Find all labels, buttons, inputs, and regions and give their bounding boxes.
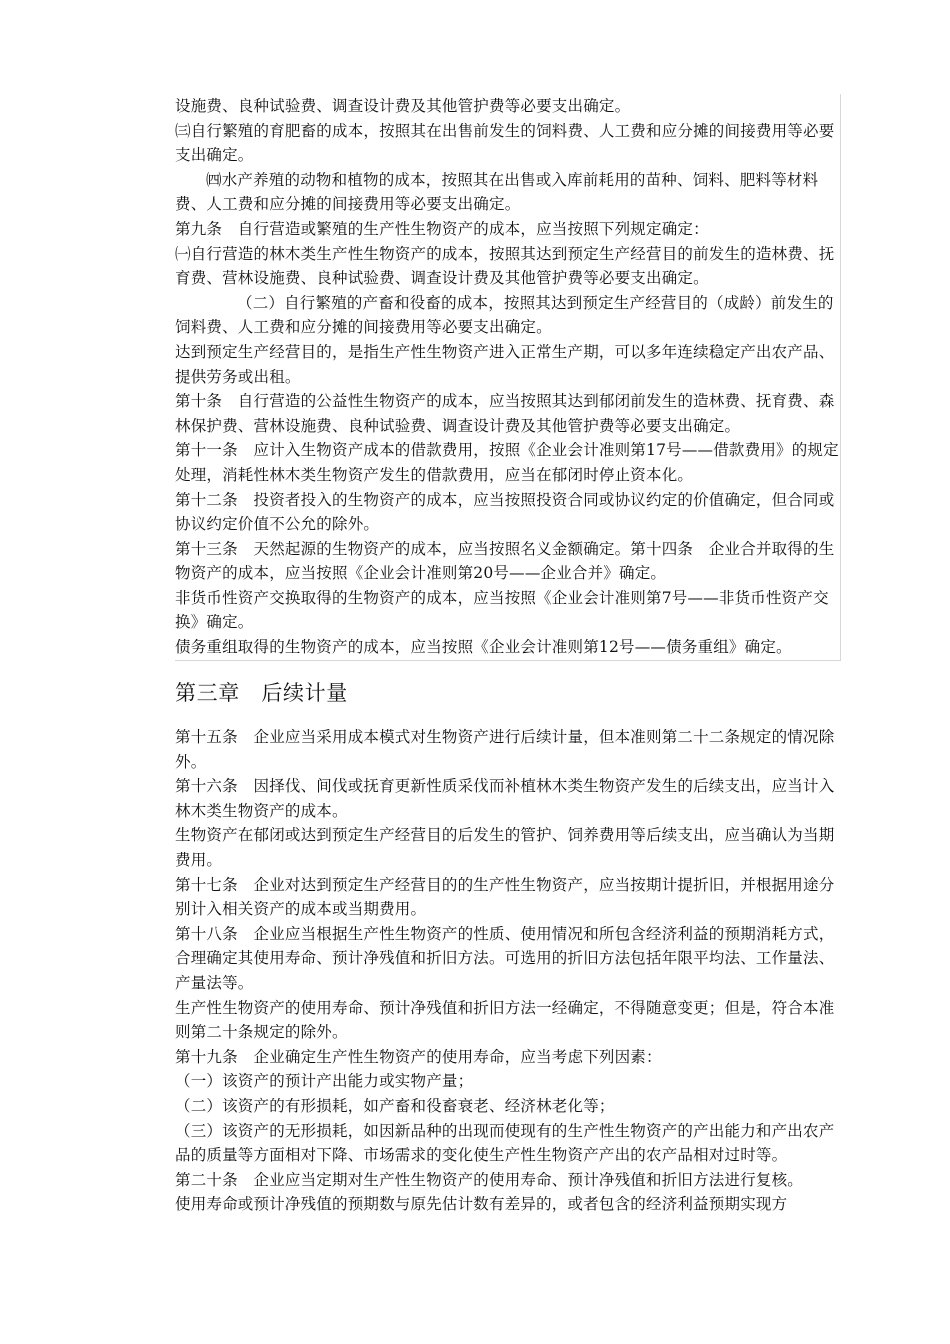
article-18: 第十八条 企业应当根据生产性生物资产的性质、使用情况和所包含经济利益的预期消耗方式，合理确定其使用寿命、预计净残值和折旧方法。可选用的折旧方法包括年限平均法、工作量法、产量法等。 [175,924,835,992]
paragraph: 使用寿命或预计净残值的预期数与原先估计数有差异的，或者包含的经济利益预期实现方 [175,1195,788,1214]
paragraph: ㈢自行繁殖的育肥畜的成本，按照其在出售前发生的饲料费、人工费和应分摊的间接费用等必要支出确定。 [175,121,835,165]
paragraph: 设施费、良种试验费、调查设计费及其他管护费等必要支出确定。 [175,97,631,115]
section-initial-measurement [175,94,841,661]
paragraph: ㈠自行营造的林木类生产性生物资产的成本，按照其达到预定生产经营目的前发生的造林费、抚育费、营林设施费、良种试验费、调查设计费及其他管护费等必要支出确定。 [175,244,835,288]
paragraph: 达到预定生产经营目的，是指生产性生物资产进入正常生产期，可以多年连续稳定产出农产品、提供劳务或出租。 [175,342,835,386]
list-item: （三）该资产的无形损耗，如因新品种的出现而使现有的生产性生物资产的产出能力和产出农产品的质量等方面相对下降、市场需求的变化使生产性生物资产产出的农产品相对过时等。 [175,1121,835,1165]
article-12: 第十二条 投资者投入的生物资产的成本，应当按照投资合同或协议约定的价值确定，但合同或协议约定价值不公允的除外。 [175,490,835,534]
article-10: 第十条 自行营造的公益性生物资产的成本，应当按照其达到郁闭前发生的造林费、抚育费、森林保护费、营林设施费、良种试验费、调查设计费及其他管护费等必要支出确定。 [175,392,835,435]
paragraph: 生物资产在郁闭或达到预定生产经营目的后发生的管护、饲养费用等后续支出，应当确认为当期费用。 [175,826,835,869]
paragraph: ㈣水产养殖的动物和植物的成本，按照其在出售或入库前耗用的苗种、饲料、肥料等材料费、人工费和应分摊的间接费用等必要支出确定。 [175,170,819,214]
article-17: 第十七条 企业对达到预定生产经营目的的生产性生物资产，应当按期计提折旧，并根据用途分别计入相关资产的成本或当期费用。 [175,875,835,919]
paragraph: 非货币性资产交换取得的生物资产的成本，应当按照《企业会计准则第7号——非货币性资产交换》确定。 [175,588,829,632]
article-16: 第十六条 因择伐、间伐或抚育更新性质采伐而补植林木类生物资产发生的后续支出，应当计入林木类生物资产的成本。 [175,777,835,820]
section-subsequent-measurement [175,675,840,1217]
list-item: （二）该资产的有形损耗，如产畜和役畜衰老、经济林老化等； [175,1096,615,1115]
paragraph: 生产性生物资产的使用寿命、预计净残值和折旧方法一经确定，不得随意变更；但是，符合本准则第二十条规定的除外。 [175,998,835,1042]
article-13: 第十三条 天然起源的生物资产的成本，应当按照名义金额确定。第十四条 企业合并取得的生物资产的成本，应当按照《企业会计准则第20号——企业合并》确定。 [175,539,835,583]
article-9: 第九条 自行营造或繁殖的生产性生物资产的成本，应当按照下列规定确定： [175,219,709,238]
article-19: 第十九条 企业确定生产性生物资产的使用寿命，应当考虑下列因素： [175,1047,662,1066]
article-11: 第十一条 应计入生物资产成本的借款费用，按照《企业会计准则第17号——借款费用》的规定处理，消耗性林木类生物资产发生的借款费用，应当在郁闭时停止资本化。 [175,441,839,484]
chapter-title: 第三章 后续计量 [175,681,348,705]
paragraph: 债务重组取得的生物资产的成本，应当按照《企业会计准则第12号——债务重组》确定。 [175,638,792,657]
article-20: 第二十条 企业应当定期对生产性生物资产的使用寿命、预计净残值和折旧方法进行复核。 [175,1170,804,1189]
list-item: （一）该资产的预计产出能力或实物产量； [175,1072,474,1091]
article-15: 第十五条 企业应当采用成本模式对生物资产进行后续计量，但本准则第二十二条规定的情况除外。 [175,728,835,771]
paragraph: （二）自行繁殖的产畜和役畜的成本，按照其达到预定生产经营目的（成龄）前发生的饲料费、人工费和应分摊的间接费用等必要支出确定。 [175,293,834,337]
